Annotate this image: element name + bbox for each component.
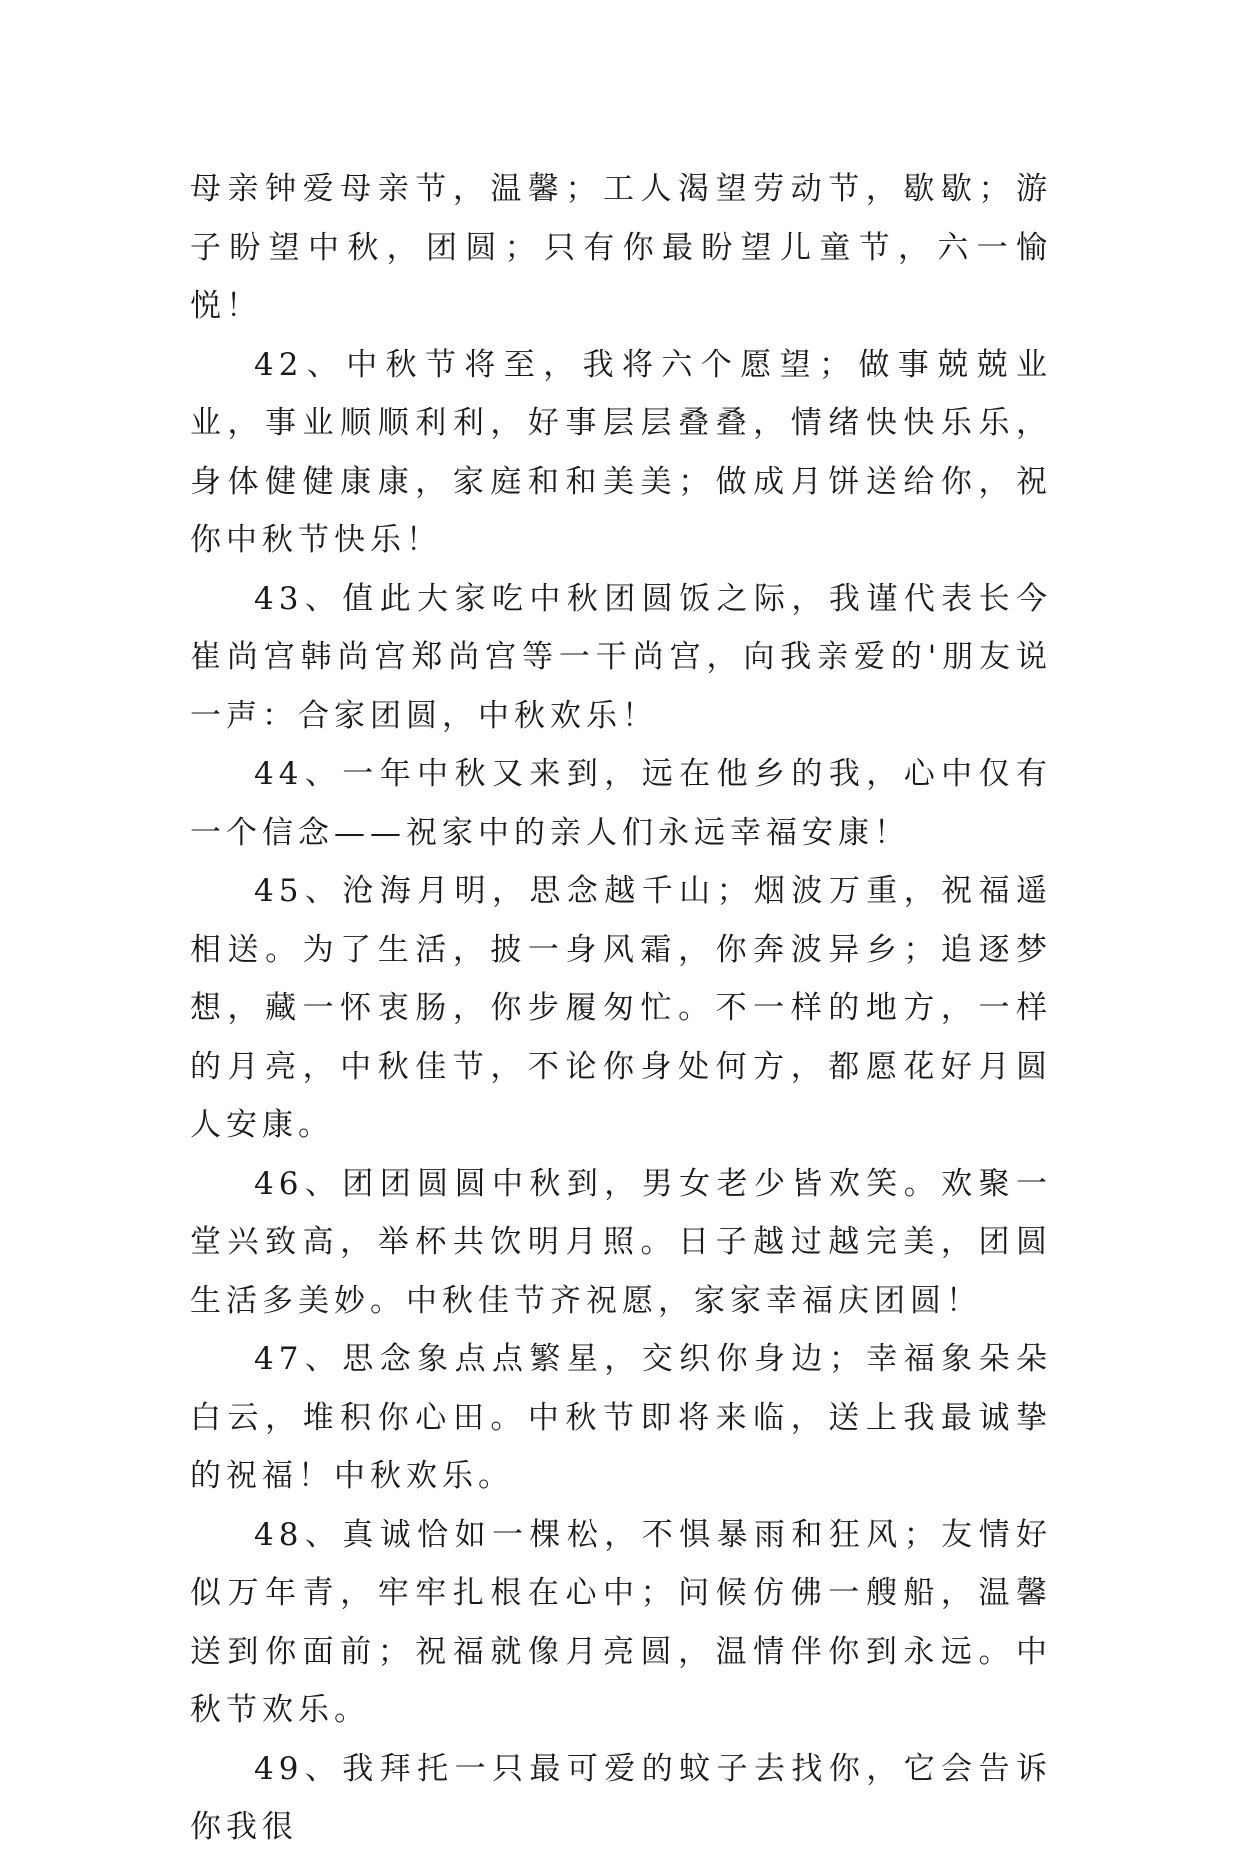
paragraph-45: 45、沧海月明，思念越千山；烟波万重，祝福遥相送。为了生活，披一身风霜，你奔波异乡；追逐梦想，藏一怀衷肠，你步履匆忙。不一样的地方，一样的月亮，中秋佳节，不论你身处何方，都愿花好月圆人安康。 bbox=[190, 873, 1052, 1143]
paragraph-48: 48、真诚恰如一棵松，不惧暴雨和狂风；友情好似万年青，牢牢扎根在心中；问候仿佛一艘船，温馨送到你面前；祝福就像月亮圆，温情伴你到永远。中秋节欢乐。 bbox=[190, 1516, 1052, 1728]
paragraph-41-continuation: 母亲钟爱母亲节，温馨；工人渴望劳动节，歇歇；游子盼望中秋，团圆；只有你最盼望儿童节，六一愉悦！ bbox=[190, 171, 1052, 324]
document-body bbox=[190, 160, 1052, 1857]
paragraph-44: 44、一年中秋又来到，远在他乡的我，心中仅有一个信念——祝家中的亲人们永远幸福安康！ bbox=[190, 756, 1052, 851]
paragraph-49: 49、我拜托一只最可爱的蚊子去找你，它会告诉你我很 bbox=[190, 1750, 1052, 1845]
paragraph-43: 43、值此大家吃中秋团圆饭之际，我谨代表长今崔尚宫韩尚宫郑尚宫等一干尚宫，向我亲爱的'朋友说一声：合家团圆，中秋欢乐！ bbox=[190, 580, 1052, 734]
paragraph-47: 47、思念象点点繁星，交织你身边；幸福象朵朵白云，堆积你心田。中秋节即将来临，送上我最诚挚的祝福！中秋欢乐。 bbox=[190, 1341, 1052, 1494]
paragraph-46: 46、团团圆圆中秋到，男女老少皆欢笑。欢聚一堂兴致高，举杯共饮明月照。日子越过越完美，团圆生活多美妙。中秋佳节齐祝愿，家家幸福庆团圆！ bbox=[190, 1165, 1052, 1319]
paragraph-42: 42、中秋节将至，我将六个愿望；做事兢兢业业，事业顺顺利利，好事层层叠叠，情绪快快乐乐，身体健健康康，家庭和和美美；做成月饼送给你，祝你中秋节快乐！ bbox=[190, 346, 1052, 558]
